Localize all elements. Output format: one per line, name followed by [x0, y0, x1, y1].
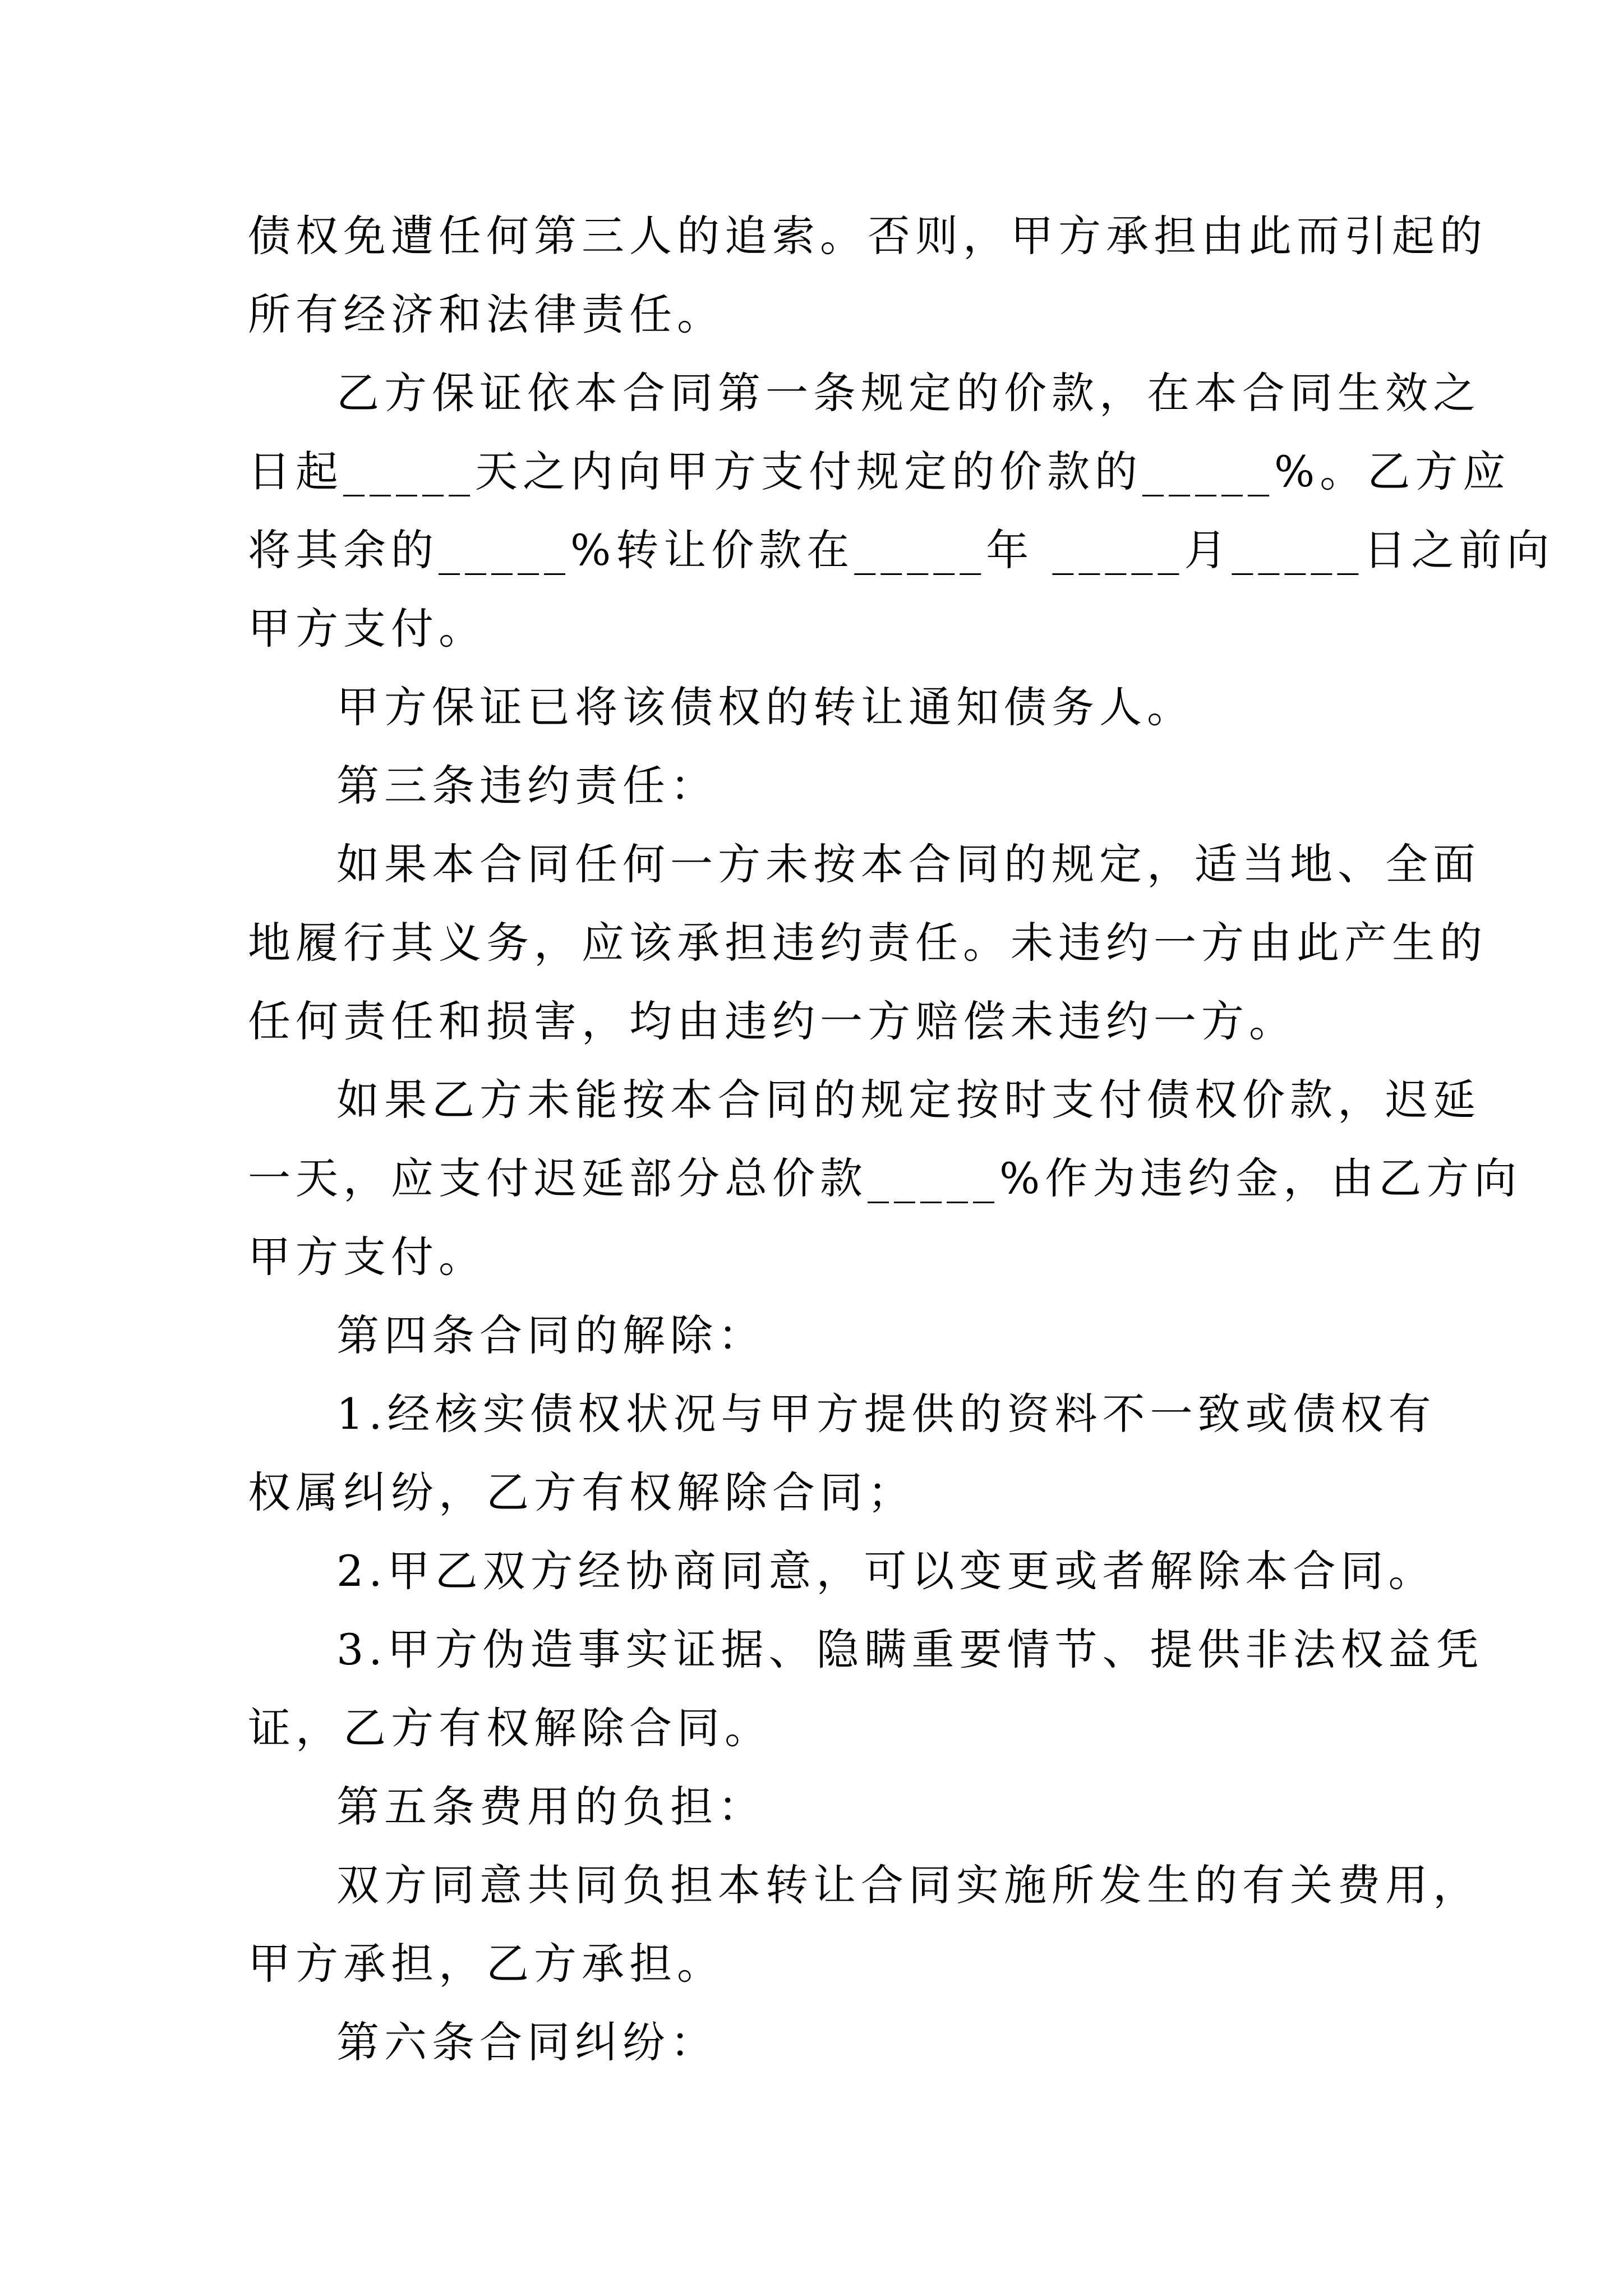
text-line: 一天，应支付迟延部分总价款_____%作为违约金，由乙方向 [248, 1153, 1522, 1203]
text-line: 任何责任和损害，均由违约一方赔偿未违约一方。 [248, 996, 1297, 1046]
list-item: 3.甲方伪造事实证据、隐瞒重要情节、提供非法权益凭 [336, 1625, 1484, 1674]
text-line: 地履行其义务，应该承担违约责任。未违约一方由此产生的 [248, 918, 1487, 968]
paragraph-start: 乙方保证依本合同第一条规定的价款，在本合同生效之 [336, 368, 1481, 418]
section-heading: 第五条费用的负担： [336, 1782, 766, 1832]
text-line: 甲方承担，乙方承担。 [248, 1939, 725, 1989]
text-line: 所有经济和法律责任。 [248, 289, 725, 339]
text-line: 日起_____天之内向甲方支付规定的价款的_____%。乙方应 [248, 447, 1511, 496]
section-heading: 第三条违约责任： [336, 761, 718, 811]
paragraph-start: 如果乙方未能按本合同的规定按时支付债权价款，迟延 [336, 1075, 1481, 1125]
list-item: 1.经核实债权状况与甲方提供的资料不一致或债权有 [336, 1389, 1436, 1439]
section-heading: 第六条合同纠纷： [336, 2017, 718, 2067]
text-line: 甲方支付。 [248, 604, 486, 654]
section-heading: 第四条合同的解除： [336, 1310, 766, 1360]
text-line: 证，乙方有权解除合同。 [248, 1703, 772, 1753]
text-line: 甲方支付。 [248, 1232, 486, 1282]
paragraph-start: 甲方保证已将该债权的转让通知债务人。 [336, 682, 1195, 732]
text-line: 债权免遭任何第三人的追索。否则，甲方承担由此而引起的 [248, 211, 1487, 261]
text-line: 将其余的_____%转让价款在_____年 _____月_____日之前向 [248, 525, 1555, 575]
paragraph-start: 如果本合同任何一方未按本合同的规定，适当地、全面 [336, 839, 1481, 889]
list-item: 2.甲乙双方经协商同意，可以变更或者解除本合同。 [336, 1546, 1436, 1596]
paragraph-start: 双方同意共同负担本转让合同实施所发生的有关费用， [336, 1860, 1481, 1910]
text-line: 权属纠纷，乙方有权解除合同； [248, 1467, 915, 1517]
